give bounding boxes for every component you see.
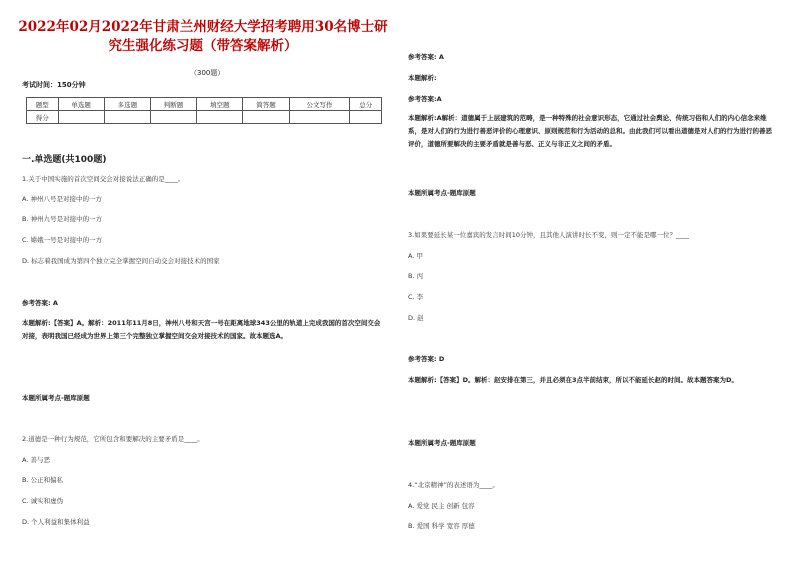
score-table-score-row — [27, 111, 382, 124]
question-2-source: 本题所属考点-题库原题 — [408, 189, 476, 197]
score-table — [26, 97, 382, 124]
question-4-stem: 4.“北京精神”的表述语为____。 — [408, 481, 499, 489]
question-2-answer: 参考答案: A — [408, 53, 444, 61]
question-1-analysis: 本题解析:【答案】A。解析：2011年11月8日，神州八号和天宫一号在距离地球343公里的轨道上完成我国的首次空间交会对接，表明我国已经成为世界上第三个完整独立掌握空间交会对接技术的国家。故本题选A。 — [22, 319, 381, 340]
question-count: （300题） — [190, 69, 225, 77]
score-cell — [104, 111, 150, 124]
question-3-option-a: A. 甲 — [408, 252, 423, 260]
question-2-option-a: A. 善与恶 — [22, 456, 50, 464]
score-table-header-row — [27, 98, 382, 111]
score-row-label: 得分 — [27, 111, 59, 124]
question-3-source: 本题所属考点-题库原题 — [408, 439, 476, 447]
question-2-stem: 2.道德是一种行为规范，它所包含和要解决的主要矛盾是____。 — [22, 435, 204, 443]
question-1-answer: 参考答案: A — [22, 299, 58, 307]
score-table-header: 填空题 — [197, 98, 243, 111]
score-cell — [350, 111, 382, 124]
score-table-header: 公文写作 — [289, 98, 350, 111]
question-1-option-d: D. 标志着我国成为第四个独立完全掌握空间自动交会对接技术的国家 — [22, 257, 220, 265]
score-cell — [197, 111, 243, 124]
question-3-option-c: C. 李 — [408, 293, 424, 301]
question-2-analysis: 本题解析:A解析：道德属于上层建筑的范畴，是一种特殊的社会意识形态，它通过社会舆论、传统习俗和人们的内心信念来维系，是对人们的行为进行善恶评价的心理意识、原则规范和行为活动的总和。由此我们可以看出道德是对人们的行为进行的善恶评价，道德所要解决的主要矛盾就是善与恶、正义与非正义之间的矛盾。 — [408, 114, 772, 148]
question-2-analysis-label: 本题解析: — [408, 74, 437, 82]
question-3-analysis: 本题解析:【答案】D。解析：赵安排在第三，并且必须在3点半前结束，所以不能延长赵的时间。故本题答案为D。 — [408, 376, 738, 384]
question-1-option-a: A. 神州八号是对接中的一方 — [22, 195, 102, 203]
exam-time: 考试时间：150分钟 — [22, 81, 86, 89]
section-title: 一.单选题(共100题) — [22, 155, 107, 165]
question-3-answer: 参考答案: D — [408, 355, 445, 363]
question-2-option-d: D. 个人利益和集体利益 — [22, 518, 90, 526]
question-1-stem: 1.关于中国实施的首次空间交会对接说法正确的是____。 — [22, 175, 185, 183]
question-3-option-b: B. 丙 — [408, 272, 424, 280]
question-2-answer-repeat: 参考答案:A — [408, 95, 442, 103]
score-cell — [150, 111, 196, 124]
score-table-header: 单选题 — [58, 98, 104, 111]
score-table-header: 判断题 — [150, 98, 196, 111]
score-cell — [243, 111, 289, 124]
question-3-stem: 3.如果要延长某一位嘉宾的发言时间10分钟，且其他人演讲时长不变，则一定不能是哪一位？____ — [408, 231, 689, 239]
score-cell — [289, 111, 350, 124]
score-table-header: 总分 — [350, 98, 382, 111]
question-2-option-c: C. 诚实和虚伪 — [22, 497, 64, 505]
score-table-header: 题型 — [27, 98, 59, 111]
question-1-option-b: B. 神州九号是对接中的一方 — [22, 215, 103, 223]
page-title: 2022年02月2022年甘肃兰州财经大学招考聘用30名博士研究生强化练习题（带答案解析） — [18, 19, 388, 54]
question-2-option-b: B. 公正和偏私 — [22, 476, 64, 484]
question-3-option-d: D. 赵 — [408, 314, 424, 322]
score-cell — [58, 111, 104, 124]
score-table-header: 多选题 — [104, 98, 150, 111]
question-1-source: 本题所属考点-题库原题 — [22, 394, 90, 402]
score-table-header: 简答题 — [243, 98, 289, 111]
question-1-option-c: C. 嫦娥一号是对接中的一方 — [22, 236, 103, 244]
question-4-option-a: A. 爱党 民主 创新 包容 — [408, 502, 475, 510]
question-4-option-b: B. 爱国 科学 宽容 厚德 — [408, 522, 475, 530]
